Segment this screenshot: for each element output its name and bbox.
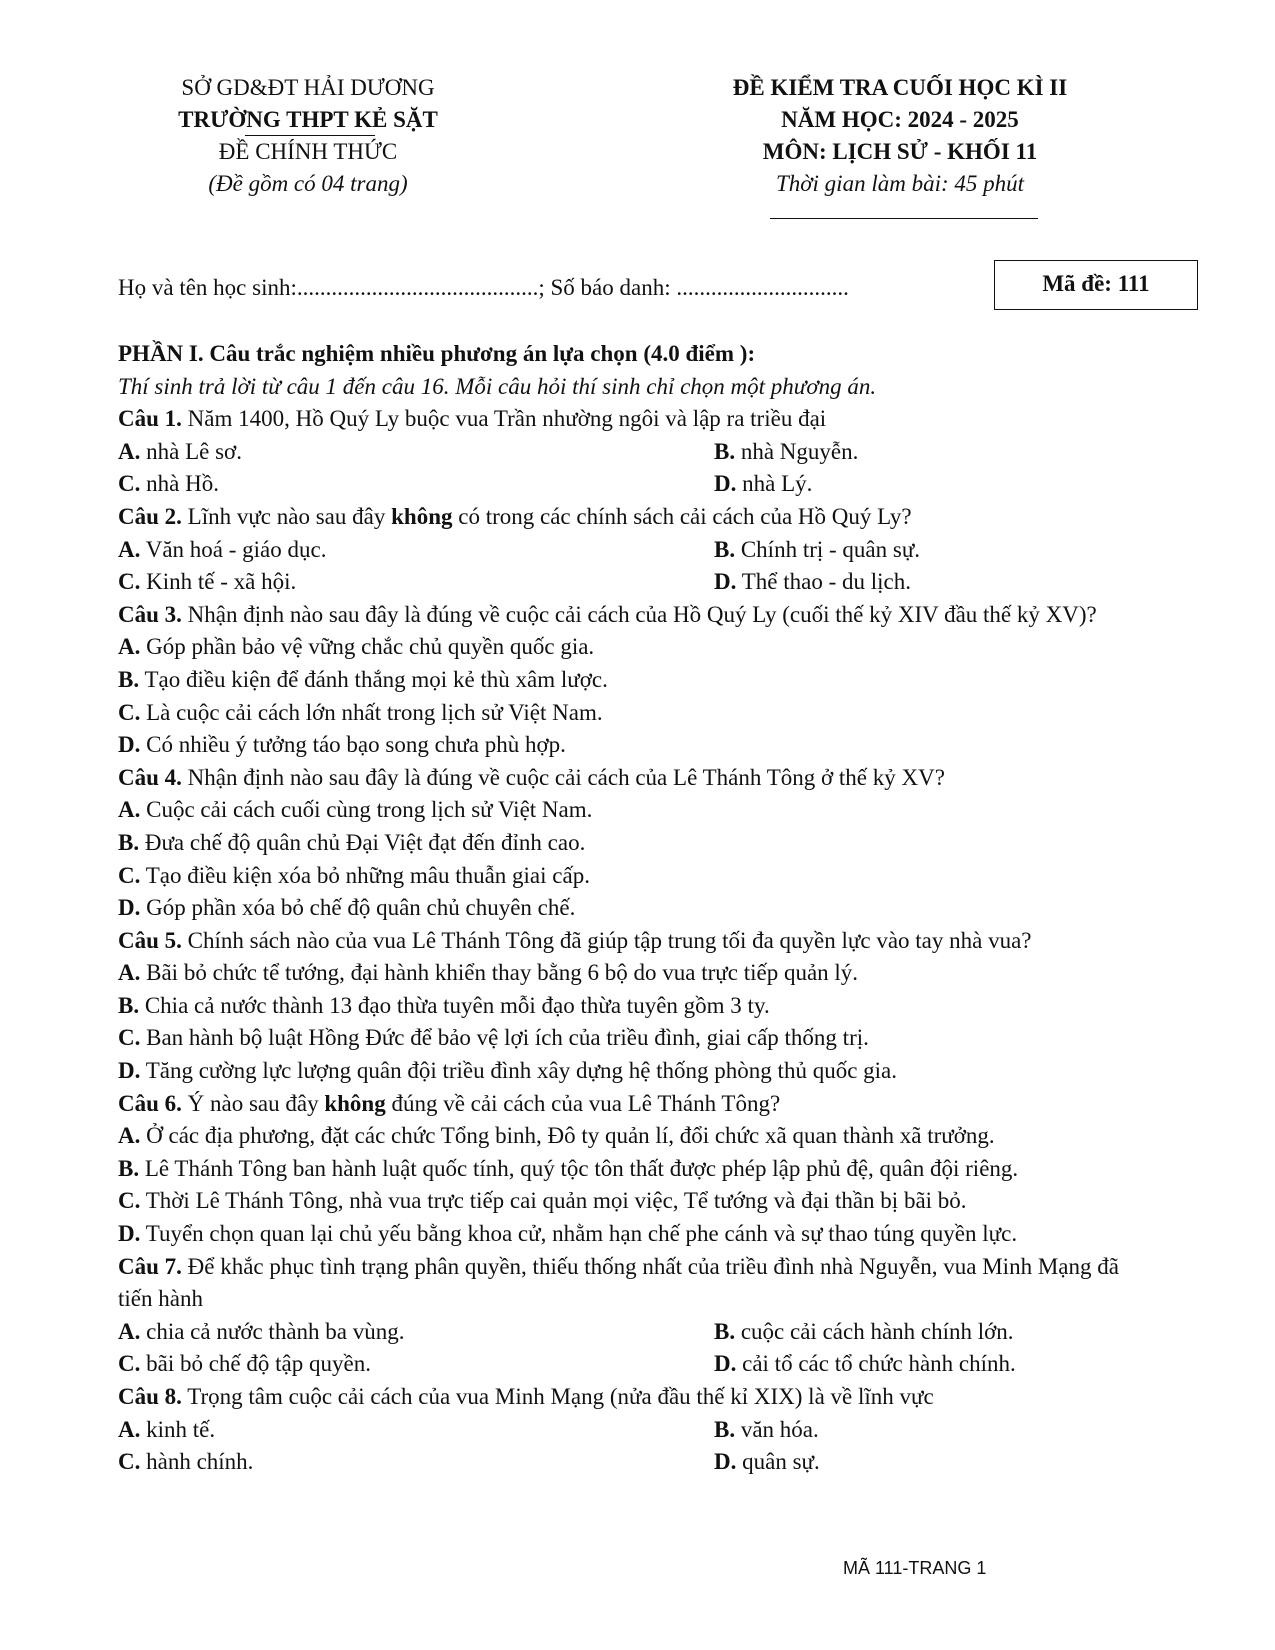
option-text: nhà Lý.	[742, 471, 813, 497]
header-right-underline	[770, 218, 1038, 219]
option	[118, 1351, 371, 1376]
exam-body	[118, 338, 1158, 1479]
option-label: A.	[118, 1123, 141, 1149]
option-label: A.	[118, 438, 141, 464]
option-text: Tạo điều kiện để đánh thắng mọi kẻ thù xâm lược.	[144, 666, 608, 692]
option-label: C.	[118, 862, 141, 888]
option	[118, 1025, 869, 1050]
option	[118, 993, 770, 1018]
option	[118, 700, 603, 725]
option-label: C.	[118, 1188, 141, 1214]
option-cell	[714, 534, 1158, 567]
option-text: Tuyển chọn quan lại chủ yếu bằng khoa cử, nhằm hạn chế phe cánh và sự thao túng quyền lực.	[145, 1221, 1018, 1247]
option-text: kinh tế.	[146, 1416, 216, 1442]
option-text: Có nhiều ý tưởng táo bạo song chưa phù hợp.	[146, 732, 566, 758]
question-5	[118, 925, 1158, 958]
option-label: D.	[714, 1449, 737, 1475]
page-footer: MÃ 111-TRANG 1	[843, 1558, 987, 1578]
option-text: Tạo điều kiện xóa bỏ những mâu thuẫn giai cấp.	[145, 862, 590, 888]
option-row	[118, 436, 1158, 469]
question-6	[118, 1088, 1158, 1121]
option-text: Lê Thánh Tông ban hành luật quốc tính, quý tộc tôn thất được phép lập phủ đệ, quân đội riêng.	[144, 1155, 1019, 1181]
question-text: Năm 1400, Hồ Quý Ly buộc vua Trần nhường ngôi và lập ra triều đại	[187, 406, 827, 432]
option-text: Đưa chế độ quân chủ Đại Việt đạt đến đỉnh cao.	[144, 829, 586, 855]
student-info-line: Họ và tên học sinh:..........................................; Số báo danh: ..............................	[118, 275, 849, 300]
department-name: SỞ GD&ĐT HẢI DƯƠNG	[181, 75, 435, 100]
subject-grade: MÔN: LỊCH SỬ - KHỐI 11	[762, 139, 1038, 164]
option-row	[118, 1316, 1158, 1349]
option-row	[118, 892, 1158, 925]
option-label: D.	[714, 471, 737, 497]
option-row	[118, 957, 1158, 990]
option-label: D.	[118, 1058, 141, 1084]
option-row	[118, 1022, 1158, 1055]
option-text: nhà Hồ.	[146, 471, 219, 497]
option-text: nhà Lê sơ.	[146, 438, 242, 464]
option	[118, 895, 575, 920]
option-label: A.	[118, 960, 141, 986]
option-label: D.	[714, 569, 737, 595]
option	[714, 569, 911, 594]
option-row	[118, 729, 1158, 762]
option	[118, 1417, 215, 1442]
option-label: D.	[118, 895, 141, 921]
option-label: C.	[118, 699, 141, 725]
option-row	[118, 697, 1158, 730]
option-label: C.	[118, 1351, 141, 1377]
question-label: Câu 3.	[118, 601, 182, 627]
option-row	[118, 990, 1158, 1023]
part-title: PHẦN I. Câu trắc nghiệm nhiều phương án lựa chọn (4.0 điểm ):	[118, 341, 756, 366]
option-row	[118, 1218, 1158, 1251]
option-row	[118, 566, 1158, 599]
option-text: Cuộc cải cách cuối cùng trong lịch sử Việt Nam.	[146, 797, 593, 823]
exam-title: ĐỀ KIỂM TRA CUỐI HỌC KÌ II	[732, 75, 1068, 100]
option-label: C.	[118, 569, 141, 595]
option-text: Thể thao - du lịch.	[741, 569, 911, 595]
option-row	[118, 664, 1158, 697]
option-label: B.	[714, 536, 736, 562]
option-text: Là cuộc cải cách lớn nhất trong lịch sử Việt Nam.	[146, 699, 603, 725]
question-3	[118, 599, 1158, 632]
option-text: bãi bỏ chế độ tập quyền.	[146, 1351, 371, 1377]
option-label: C.	[118, 471, 141, 497]
option-cell	[118, 1414, 714, 1447]
question-label: Câu 7.	[118, 1253, 182, 1279]
option-text: hành chính.	[146, 1449, 254, 1475]
option-text: cuộc cải cách hành chính lớn.	[740, 1318, 1014, 1344]
option	[118, 1449, 253, 1474]
option	[118, 830, 585, 855]
option-text: văn hóa.	[740, 1416, 819, 1442]
option-text: cải tổ các tổ chức hành chính.	[742, 1351, 1016, 1377]
option-cell	[118, 1316, 714, 1349]
option-text: Chia cả nước thành 13 đạo thừa tuyên mỗi đạo thừa tuyên gồm 3 ty.	[144, 992, 770, 1018]
option	[118, 667, 608, 692]
option-text: Bãi bỏ chức tể tướng, đại hành khiển thay bằng 6 bộ do vua trực tiếp quản lý.	[146, 960, 859, 986]
option	[118, 1058, 897, 1083]
question-1	[118, 403, 1158, 436]
option	[714, 1351, 1016, 1376]
question-text: Nhận định nào sau đây là đúng về cuộc cải cách của Lê Thánh Tông ở thế kỷ XV?	[187, 764, 945, 790]
question-text: Ý nào sau đây	[187, 1090, 325, 1116]
option	[714, 537, 920, 562]
school-year: NĂM HỌC: 2024 - 2025	[781, 107, 1019, 132]
option-text: Kinh tế - xã hội.	[146, 569, 297, 595]
question-label: Câu 8.	[118, 1384, 182, 1409]
option-label: C.	[118, 1449, 141, 1475]
option-text: nhà Nguyễn.	[740, 438, 859, 464]
option-row	[118, 534, 1158, 567]
option-text: Góp phần xóa bỏ chế độ quân chủ chuyên chế.	[146, 895, 576, 921]
option-row	[118, 1120, 1158, 1153]
option-label: B.	[118, 992, 140, 1018]
question-text: Để khắc phục tình trạng phân quyền, thiếu thống nhất của triều đình nhà Nguyễn, vua Minh Mạng đã tiến hành	[118, 1253, 1119, 1312]
option	[714, 1449, 820, 1474]
option-cell	[714, 1446, 1158, 1479]
option-cell	[118, 1348, 714, 1381]
question-text: Trọng tâm cuộc cải cách của vua Minh Mạng (nửa đầu thế kỉ XIX) là về lĩnh vực	[187, 1384, 934, 1409]
option-label: A.	[118, 1416, 141, 1442]
option-cell	[118, 1446, 714, 1479]
question-4	[118, 762, 1158, 795]
option-label: B.	[714, 1318, 736, 1344]
question-7	[118, 1251, 1158, 1316]
option-label: A.	[118, 634, 141, 660]
option	[118, 439, 242, 464]
question-text-end: đúng về cải cách của vua Lê Thánh Tông?	[385, 1090, 781, 1116]
question-label: Câu 6.	[118, 1090, 182, 1116]
option-label: D.	[118, 732, 141, 758]
option-label: B.	[118, 1155, 140, 1181]
option-label: B.	[118, 829, 140, 855]
option	[714, 1417, 819, 1442]
option	[118, 797, 592, 822]
question-label: Câu 5.	[118, 927, 182, 953]
option-text: Góp phần bảo vệ vững chắc chủ quyền quốc gia.	[146, 634, 595, 660]
time-limit: Thời gian làm bài: 45 phút	[775, 171, 1025, 196]
option-row	[118, 1153, 1158, 1186]
question-emphasis: không	[324, 1090, 386, 1116]
question-list	[118, 403, 1158, 1479]
option	[714, 439, 858, 464]
option-row	[118, 1055, 1158, 1088]
option	[118, 471, 219, 496]
option-text: Chính trị - quân sự.	[740, 536, 921, 562]
option-label: D.	[118, 1221, 141, 1247]
option-row	[118, 794, 1158, 827]
part-instruction: Thí sinh trả lời từ câu 1 đến câu 16. Mỗi câu hỏi thí sinh chỉ chọn một phương án.	[118, 373, 877, 399]
question-label: Câu 4.	[118, 764, 182, 790]
option-cell	[714, 1348, 1158, 1381]
option-label: A.	[118, 536, 141, 562]
option-text: Tăng cường lực lượng quân đội triều đình xây dựng hệ thống phòng thủ quốc gia.	[145, 1058, 898, 1084]
option	[714, 1319, 1014, 1344]
option-row	[118, 860, 1158, 893]
option-cell	[714, 436, 1158, 469]
option-label: B.	[714, 1416, 736, 1442]
question-8	[118, 1381, 1158, 1414]
option-label: B.	[118, 666, 140, 692]
question-text: Chính sách nào của vua Lê Thánh Tông đã giúp tập trung tối đa quyền lực vào tay nhà vua?	[187, 927, 1032, 953]
option-text: quân sự.	[742, 1449, 820, 1475]
option-label: D.	[714, 1351, 737, 1377]
option	[118, 1123, 995, 1148]
question-emphasis: không	[391, 503, 453, 529]
school-underline	[245, 135, 375, 136]
option	[118, 1221, 1017, 1246]
option-text: Ban hành bộ luật Hồng Đức để bảo vệ lợi ích của triều đình, giai cấp thống trị.	[146, 1025, 869, 1051]
option-text: chia cả nước thành ba vùng.	[146, 1318, 405, 1344]
option-text: Văn hoá - giáo dục.	[145, 536, 327, 562]
question-text: Lĩnh vực nào sau đây	[187, 503, 392, 529]
option	[118, 863, 590, 888]
option-cell	[118, 566, 714, 599]
option-label: B.	[714, 438, 736, 464]
option	[118, 1188, 967, 1213]
option	[714, 471, 812, 496]
option-label: C.	[118, 1025, 141, 1051]
option-row	[118, 1348, 1158, 1381]
option	[118, 569, 296, 594]
option-row	[118, 1446, 1158, 1479]
option-text: Ở các địa phương, đặt các chức Tổng binh, Đô ty quản lí, đổi chức xã quan thành xã trưởng.	[146, 1123, 995, 1149]
question-2	[118, 501, 1158, 534]
option	[118, 1156, 1018, 1181]
option-row	[118, 631, 1158, 664]
option-label: A.	[118, 797, 141, 823]
option-cell	[118, 468, 714, 501]
exam-code-box: Mã đề: 111	[994, 260, 1198, 310]
option-row	[118, 827, 1158, 860]
question-label: Câu 2.	[118, 503, 182, 529]
option-cell	[714, 1414, 1158, 1447]
question-text-end: có trong các chính sách cải cách của Hồ Quý Ly?	[452, 503, 912, 529]
header-right	[700, 72, 1100, 200]
option-cell	[118, 436, 714, 469]
option-cell	[118, 534, 714, 567]
option-row	[118, 468, 1158, 501]
question-text: Nhận định nào sau đây là đúng về cuộc cải cách của Hồ Quý Ly (cuối thế kỷ XIV đầu thế kỷ XV)?	[187, 601, 1097, 627]
option	[118, 960, 858, 985]
school-name: TRƯỜNG THPT KẺ SẶT	[178, 107, 438, 132]
option-text: Thời Lê Thánh Tông, nhà vua trực tiếp cai quản mọi việc, Tể tướng và đại thần bị bãi bỏ.	[145, 1188, 967, 1214]
option	[118, 634, 594, 659]
exam-status: ĐỀ CHÍNH THỨC	[218, 139, 398, 164]
option-cell	[714, 468, 1158, 501]
option	[118, 537, 326, 562]
option-cell	[714, 566, 1158, 599]
page-count-note: (Đề gồm có 04 trang)	[208, 171, 408, 196]
option	[118, 732, 566, 757]
option-label: A.	[118, 1318, 141, 1344]
header-left	[118, 72, 498, 200]
option	[118, 1319, 405, 1344]
option-cell	[714, 1316, 1158, 1349]
option-row	[118, 1185, 1158, 1218]
option-row	[118, 1414, 1158, 1447]
question-label: Câu 1.	[118, 406, 182, 432]
